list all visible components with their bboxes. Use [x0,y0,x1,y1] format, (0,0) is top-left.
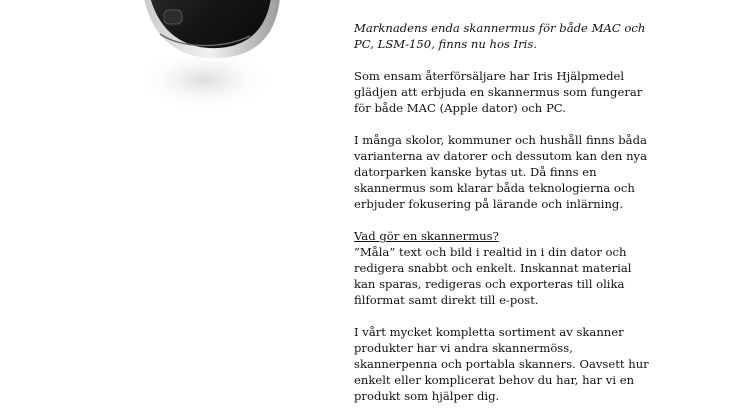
paragraph-retailer: Som ensam återförsäljare har Iris Hjälpmedel glädjen att erbjuda en skannermus som fungerar för både MAC (Apple dator) och PC. [354,69,643,115]
intro-paragraph: Marknadens enda skannermus för både MAC och PC, LSM-150, finns nu hos Iris. [354,21,646,51]
paragraph-schools: I många skolor, kommuner och hushåll finns båda varianterna av datorer och dessutom kan den nya datorparken kanske bytas ut. Då finns en skannermus som klarar båda teknologierna och erbjuder fokusering på lärande och inlärning. [354,133,648,211]
article-text [354,20,654,404]
paragraph-description: ”Måla” text och bild i realtid in i din dator och redigera snabbt och enkelt. Inskannat material kan sparas, redigeras och exporteras till olika filformat samt direkt till e-post. [354,245,632,307]
section-what-is [354,228,654,308]
paragraph-assortment: I vårt mycket kompletta sortiment av skanner produkter har vi andra skannermöss, skannerpenna och portabla skanners. Oavsett hur enkelt eller komplicerat behov du har, har vi en produkt som hjälper dig. [354,325,649,403]
computer-mouse-icon [120,0,300,110]
subheading-what-is-scanner-mouse: Vad gör en skannermus? [354,229,499,243]
